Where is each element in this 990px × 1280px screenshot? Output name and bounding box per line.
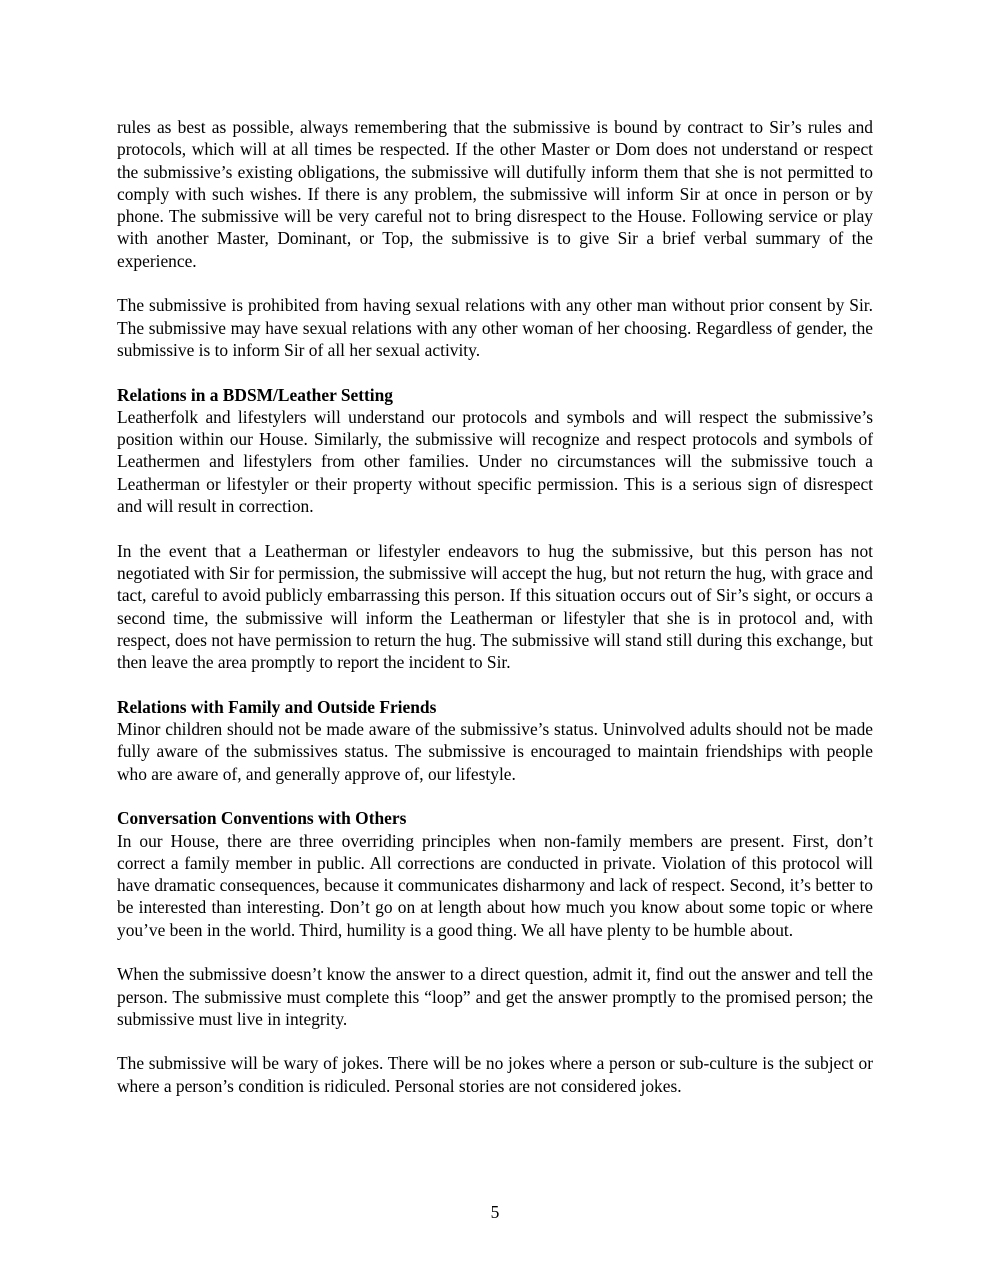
- paragraph-other-master-rules: rules as best as possible, always remembering that the submissive is bound by contract to Sir’s rules and protocols, which will at all times be respected. If the other Master or Dom does not understand or respect the submissive’s existing obligations, the submissive will dutifully inform them that she is not permitted to comply with such wishes. If there is any problem, the submissive will inform Sir at once in person or by phone. The submissive will be very careful not to bring disrespect to the House. Following service or play with another Master, Dominant, or Top, the submissive is to give Sir a brief verbal summary of the experience.: [117, 117, 873, 271]
- paragraph-jokes: The submissive will be wary of jokes. There will be no jokes where a person or sub-culture is the subject or where a person’s condition is ridiculed. Personal stories are not considered jokes.: [117, 1053, 873, 1096]
- section-bdsm-leather-setting: [117, 384, 873, 518]
- section-family-friends: [117, 696, 873, 785]
- paragraph-sexual-relations: The submissive is prohibited from having sexual relations with any other man without prior consent by Sir. The submissive may have sexual relations with any other woman of her choosing. Regardless of gender, the submissive is to inform Sir of all her sexual activity.: [117, 295, 873, 360]
- heading-conversation-conventions: Conversation Conventions with Others: [117, 808, 407, 829]
- page-number: 5: [490, 1202, 500, 1222]
- paragraph-direct-question: When the submissive doesn’t know the answer to a direct question, admit it, find out the answer and tell the person. The submissive must complete this “loop” and get the answer promptly to the promised person; the submissive must live in integrity.: [117, 964, 873, 1029]
- paragraph-three-principles: In our House, there are three overriding principles when non-family members are present. First, don’t correct a family member in public. All corrections are conducted in private. Violation of this protocol will have dramatic consequences, because it communicates disharmony and lack of respect. Second, it’s better to be interested than interesting. Don’t go on at length about how much you know about some topic or where you’ve been in the world. Third, humility is a good thing. We all have plenty to be humble about.: [117, 830, 873, 940]
- section-conversation-conventions: [117, 807, 873, 941]
- paragraph-family-status: Minor children should not be made aware of the submissive’s status. Uninvolved adults should not be made fully aware of the submissives status. The submissive is encouraged to maintain friendships with people who are aware of, and generally approve of, our lifestyle.: [117, 719, 873, 784]
- document-page: [117, 116, 873, 1119]
- paragraph-hug-protocol: In the event that a Leatherman or lifestyler endeavors to hug the submissive, but this person has not negotiated with Sir for permission, the submissive will accept the hug, but not return the hug, with grace and tact, careful to avoid publicly embarrassing this person. If this situation occurs out of Sir’s sight, or occurs a second time, the submissive will inform the Leatherman or lifestyler that she is in protocol and, with respect, does not have permission to return the hug. The submissive will stand still during this exchange, but then leave the area promptly to report the incident to Sir.: [117, 540, 873, 673]
- paragraph-leatherfolk-protocols: Leatherfolk and lifestylers will understand our protocols and symbols and will respect the submissive’s position within our House. Similarly, the submissive will recognize and respect protocols and symbols of Leathermen and lifestylers from other families. Under no circumstances will the submissive touch a Leatherman or lifestyler or their property without specific permission. This is a serious sign of disrespect and will result in correction.: [117, 406, 873, 517]
- heading-family-friends: Relations with Family and Outside Friends: [117, 696, 437, 717]
- heading-bdsm-leather-setting: Relations in a BDSM/Leather Setting: [117, 384, 393, 405]
